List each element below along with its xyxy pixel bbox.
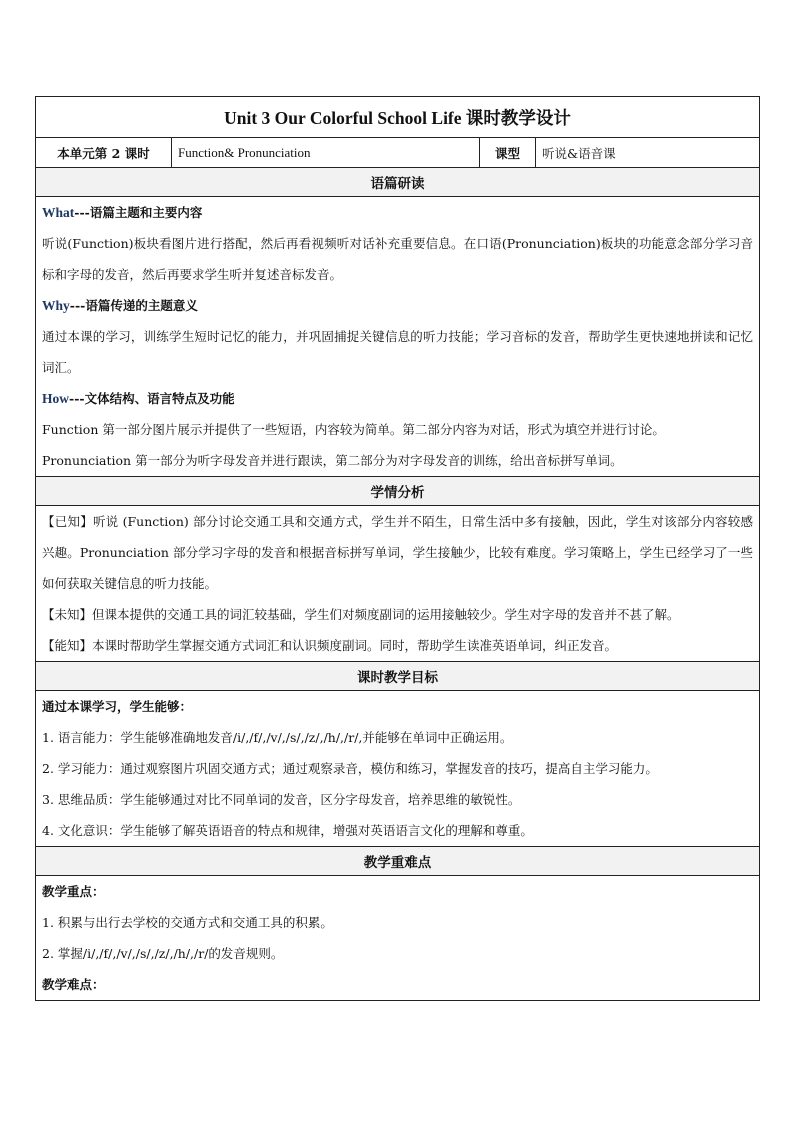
lesson-number: 本单元第 2 课时 bbox=[36, 138, 172, 168]
ability-paragraph: 【能知】本课时帮助学生掌握交通方式词汇和认识频度副词。同时，帮助学生读准英语单词，纠正发音。 bbox=[42, 638, 618, 653]
section-heading-student-analysis: 学情分析 bbox=[36, 477, 760, 506]
section-heading-objectives: 课时教学目标 bbox=[36, 662, 760, 691]
objectives-intro: 通过本课学习，学生能够： bbox=[42, 699, 193, 714]
key-points-content bbox=[36, 876, 760, 1001]
how-heading bbox=[42, 383, 753, 414]
how-line-pronunciation: Pronunciation 第一部分为听字母发音并进行跟读，第二部分为对字母发音的训练，给出音标拼写单词。 bbox=[42, 453, 623, 468]
objective-item: 3. 思维品质：学生能够通过对比不同单词的发音，区分字母发音，培养思维的敏锐性。 bbox=[42, 792, 521, 807]
what-paragraph: 听说(Function)板块看图片进行搭配，然后再看视频听对话补充重要信息。在口语(Pronunciation)板块的功能意念部分学习音标和字母的发音，然后再要求学生听并复述音标发音。 bbox=[42, 236, 754, 282]
text-study-content bbox=[36, 197, 760, 477]
how-label: How bbox=[42, 391, 69, 406]
unknown-paragraph: 【未知】但课本提供的交通工具的词汇较基础，学生们对频度副词的运用接触较少。学生对字母的发音并不甚了解。 bbox=[42, 607, 680, 622]
lesson-type-value: 听说&语音课 bbox=[536, 138, 760, 168]
objective-item: 4. 文化意识：学生能够了解英语语音的特点和规律，增强对英语语言文化的理解和尊重。 bbox=[42, 823, 533, 838]
how-line-function: Function 第一部分图片展示并提供了一些短语，内容较为简单。第二部分内容为对话，形式为填空并进行讨论。 bbox=[42, 422, 665, 437]
lesson-topic: Function& Pronunciation bbox=[172, 138, 480, 168]
lesson-design-table bbox=[35, 96, 760, 1001]
objective-item: 2. 学习能力：通过观察图片巩固交通方式；通过观察录音，模仿和练习，掌握发音的技巧，提高自主学习能力。 bbox=[42, 761, 658, 776]
student-analysis-content bbox=[36, 506, 760, 662]
what-label: What bbox=[42, 205, 75, 220]
lesson-type-label: 课型 bbox=[480, 138, 536, 168]
difficult-points-label: 教学难点： bbox=[42, 977, 105, 992]
why-heading bbox=[42, 290, 753, 321]
key-point-item: 1. 积累与出行去学校的交通方式和交通工具的积累。 bbox=[42, 915, 333, 930]
document-title: Unit 3 Our Colorful School Life 课时教学设计 bbox=[36, 97, 760, 138]
why-paragraph: 通过本课的学习，训练学生短时记忆的能力，并巩固捕捉关键信息的听力技能；学习音标的发音，帮助学生更快速地拼读和记忆词汇。 bbox=[42, 329, 754, 375]
objective-item: 1. 语言能力：学生能够准确地发音/i/,/f/,/v/,/s/,/z/,/h/,/r/,并能够在单词中正确运用。 bbox=[42, 730, 513, 745]
key-point-item: 2. 掌握/i/,/f/,/v/,/s/,/z/,/h/,/r/的发音规则。 bbox=[42, 946, 284, 961]
how-heading-rest: ---文体结构、语言特点及功能 bbox=[69, 391, 235, 406]
section-heading-text-study: 语篇研读 bbox=[36, 168, 760, 197]
meta-row bbox=[36, 138, 760, 168]
why-heading-rest: ---语篇传递的主题意义 bbox=[69, 298, 198, 313]
section-heading-key-points: 教学重难点 bbox=[36, 847, 760, 876]
what-heading-rest: ---语篇主题和主要内容 bbox=[74, 205, 203, 220]
known-paragraph: 【已知】听说 (Function) 部分讨论交通工具和交通方式，学生并不陌生，日常生活中多有接触，因此，学生对该部分内容较感兴趣。Pronunciation 部分学习字母的发音和根据音标拼写单词，学生接触少，比较有难度。学习策略上，学生已经学习了一些如何获取关键信息的听力技能。 bbox=[42, 514, 754, 591]
key-points-label: 教学重点： bbox=[42, 884, 105, 899]
objectives-content bbox=[36, 691, 760, 847]
why-label: Why bbox=[42, 298, 70, 313]
what-heading bbox=[42, 197, 753, 228]
